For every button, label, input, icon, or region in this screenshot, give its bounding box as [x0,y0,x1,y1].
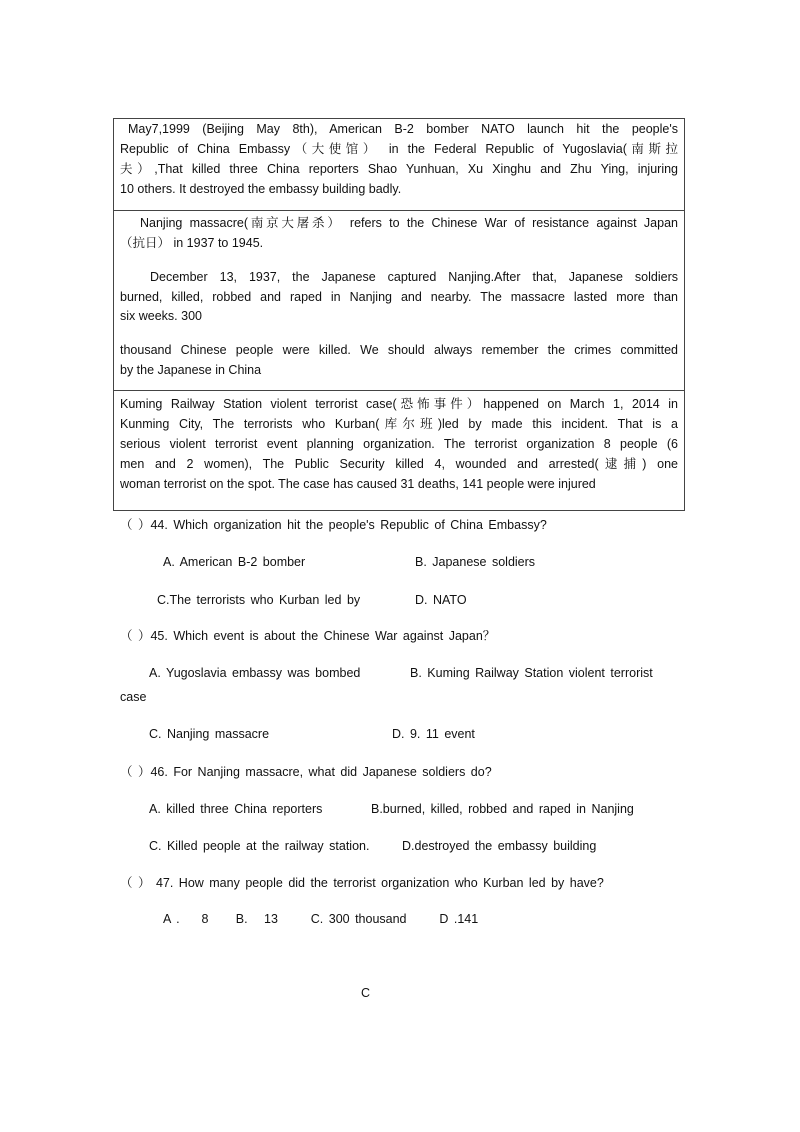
options-47: A . 8 B. 13 C. 300 thousand D .141 [163,912,479,926]
passage-line: men and 2 women), The Public Security killed 4, wounded and arrested(逮捕) one [120,457,678,471]
passage-line: Kunming City, The terrorists who Kurban(库尔班)led by made this incident. That is a [120,417,678,431]
passage-line: 10 others. It destroyed the embassy building badly. [120,182,402,196]
option-44-b: B. Japanese soldiers [415,555,536,569]
question-47: （ ） 47. How many people did the terrorist organization who Kurban led by have? [120,876,604,890]
answer-text: C [361,986,371,1000]
passage-line: woman terrorist on the spot. The case has caused 31 deaths, 141 people were injured [120,477,596,491]
option-44-c: C.The terrorists who Kurban led by [157,593,361,607]
question-46: （ ）46. For Nanjing massacre, what did Japanese soldiers do? [120,765,492,779]
option-45-b: B. Kuming Railway Station violent terrorist [410,666,653,680]
option-45-b-cont: case [120,690,147,704]
option-46-b: B.burned, killed, robbed and raped in Nanjing [371,802,634,816]
passage-line: Republic of China Embassy（大使馆） in the Federal Republic of Yugoslavia(南斯拉 [120,142,678,156]
passage-line: thousand Chinese people were killed. We should always remember the crimes committed [120,343,678,357]
passage-line: Kuming Railway Station violent terrorist case(恐怖事件）happened on March 1, 2014 in [120,397,678,411]
passage-line: serious violent terrorist event planning organization. The terrorist organization 8 people (6 [120,437,678,451]
passage-line: six weeks. 300 [120,309,202,323]
option-46-a: A. killed three China reporters [149,802,323,816]
passage-line: by the Japanese in China [120,363,262,377]
question-44: （ ）44. Which organization hit the people's Republic of China Embassy? [120,518,547,532]
passage-line: Nanjing massacre(南京大屠杀） refers to the Chinese War of resistance against Japan [140,216,678,230]
passage-line: （抗日） in 1937 to 1945. [120,236,264,250]
question-45: （ ）45. Which event is about the Chinese War against Japan？ [120,629,496,643]
option-45-d: D. 9. 11 event [392,727,475,741]
passage-line: May7,1999 (Beijing May 8th), American B-2 bomber NATO launch hit the people's [128,122,678,136]
passage-line: 夫）,That killed three China reporters Shao Yunhuan, Xu Xinghu and Zhu Ying, injuring [120,162,678,176]
option-44-d: D. NATO [415,593,467,607]
option-45-c: C. Nanjing massacre [149,727,270,741]
option-46-c: C. Killed people at the railway station. [149,839,370,853]
option-46-d: D.destroyed the embassy building [402,839,597,853]
option-45-a: A. Yugoslavia embassy was bombed [149,666,361,680]
passage-line: December 13, 1937, the Japanese captured Nanjing.After that, Japanese soldiers [150,270,678,284]
passage-line: burned, killed, robbed and raped in Nanjing and nearby. The massacre lasted more than [120,290,678,304]
option-44-a: A. American B-2 bomber [163,555,306,569]
